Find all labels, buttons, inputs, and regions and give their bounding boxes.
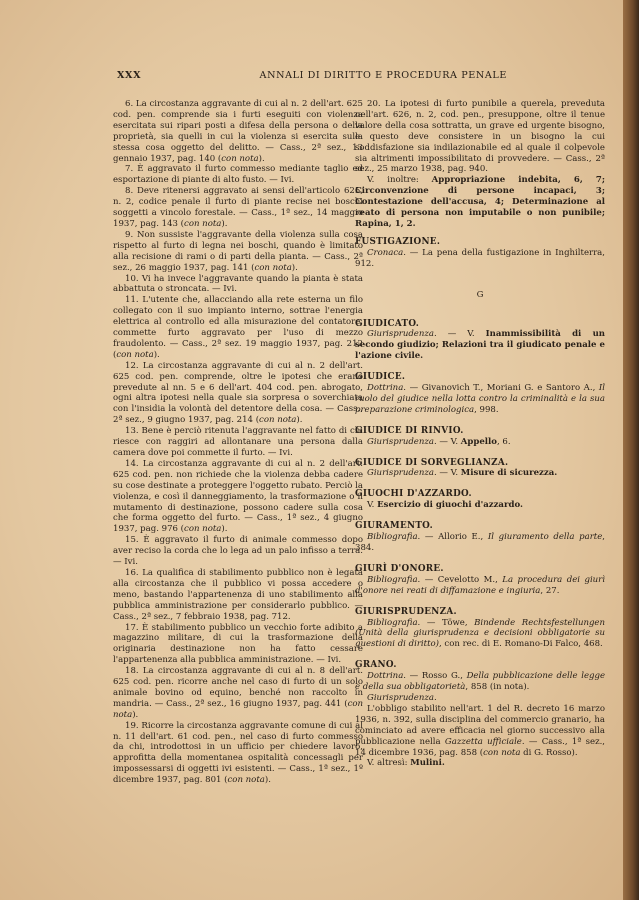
entry-giuochi-azzardo: V. Esercizio di giuochi d'azzardo. <box>367 500 523 511</box>
italic-text: con nota <box>259 415 297 426</box>
left-paragraph-19: 19. Ricorre la circostanza aggravante comune di cui al n. 11 dell'art. 61 cod. pen., nel caso di furto commesso da chi, introdottosi in un ufficio per chiedere lavoro, approfitta della momentanea ospitalità concessagli per impossessarsi di oggetti ivi esistenti. — Cass., 1ª sez., 1º dicembre 1937, pag. 801 (con nota). <box>113 720 363 786</box>
page-number: XXX <box>117 70 142 81</box>
italic-text: con nota <box>483 747 521 758</box>
italic-text: Cronaca. <box>367 247 406 258</box>
italic-text: con nota <box>221 153 259 164</box>
heading-giudice: GIUDICE. <box>355 372 406 383</box>
italic-text: con nota <box>254 262 292 273</box>
italic-text: Dottrina. <box>367 383 407 394</box>
italic-text: con nota <box>184 218 222 229</box>
italic-text: La procedura dei giurì d'onore nei reati di diffamazione e ingiuria <box>355 574 605 596</box>
italic-text: con nota <box>227 775 265 786</box>
entry-fustigazione: Cronaca. — La pena della fustigazione in Inghilterra, 912. <box>355 247 605 269</box>
italic-text: con nota <box>116 349 154 360</box>
entry-grano-giurisprudenza-label: Giurisprudenza. <box>367 692 437 703</box>
entry-giudice: Dottrina. — Givanovich T., Moriani G. e Santoro A., Il ruolo del giudice nella lotta contro la criminalità e la sua preparazione criminologica, 998. <box>355 383 605 415</box>
italic-text: Bindende Rechtsfestellungen (Unità della giurisprudenza e decisioni obbligatorie su questioni di diritto) <box>355 617 605 650</box>
left-paragraph-13: 13. Bene è perciò ritenuta l'aggravante nel fatto di chi riesce con raggiri ad allontanare una persona dalla camera dove poi commette il furto. — Ivi. <box>113 426 363 458</box>
entry-grano-dottrina: Dottrina. — Rosso G., Della pubblicazione delle legge e della sua obbligatorietà, 858 (in nota). <box>355 671 605 693</box>
left-paragraph-9: 9. Non sussiste l'aggravante della violenza sulla cosa rispetto al furto di legna nei boschi, quando è limitato alla recisione di rami o di parti della pianta. — Cass., 2ª sez., 26 maggio 1937, pag. 141 (con nota). <box>113 229 363 273</box>
left-paragraph-12: 12. La circostanza aggravante di cui al n. 2 dell'art. 625 cod. pen. comprende, oltre le ipotesi che erano prevedute al nn. 5 e 6 dell'art. 404 cod. pen. abrogato, ogni altra ipotesi nella quale sia sorpresa o soverchiata con l'insidia la volontà del detentore della cosa. — Cass., 2ª sez., 9 giugno 1937, pag. 214 (con nota). <box>113 360 363 426</box>
left-paragraph-8: 8. Deve ritenersi aggravato ai sensi dell'articolo 625, n. 2, codice penale il furto di piante recise nei boschi soggetti a vincolo forestale. — Cass., 1ª sez., 14 maggio 1937, pag. 143 (con nota). <box>113 186 363 229</box>
paragraph-20: 20. La ipotesi di furto punibile a querela, preveduta nell'art. 626, n. 2, cod. pen., presuppone, oltre il tenue valore della cosa sottratta, un grave ed urgente bisogno, e questo deve consistere in un bisogno la cui soddisfazione sia indilazionabile ed al quale il colpevole sia altrimenti impossibilitato di provvedere. — Cass., 2ª sez., 25 marzo 1938, pag. 940. <box>355 99 605 175</box>
heading-giudicato: GIUDICATO. <box>355 318 420 329</box>
entry-giudice-rinvio: Giurisprudenza. — V. Appello, 6. <box>367 436 511 447</box>
heading-grano: GRANO. <box>355 660 397 671</box>
italic-text: Dottrina. <box>367 671 407 682</box>
heading-giuochi-azzardo: GIUOCHI D'AZZARDO. <box>355 489 472 500</box>
italic-text: Bibliografia. <box>367 617 421 628</box>
bold-text: Appropriazione indebita, 6, 7; Circonvenzione di persone incapaci, 3; Contestazione dell'accusa, 4; Determinazione al reato di persona non imputabile o non punibile; Rapina, 1, 2. <box>355 175 606 229</box>
heading-giudice-sorveglianza: GIUDICE DI SORVEGLIANZA. <box>355 457 509 468</box>
left-paragraph-7: 7. È aggravato il furto commesso mediante taglio ed esportazione di piante di alto fusto. — Ivi. <box>113 164 363 186</box>
left-paragraph-14: 14. La circostanza aggravante di cui al n. 2 dell'art. 625 cod. pen. non richiede che la violenza debba cadere su cose destinate a proteggere l'oggetto rubato. Perciò la violenza, e così il danneggiamento, la trasformazione o il mutamento di destinazione, possono cadere sulla cosa che forma oggetto del furto. — Cass., 1ª sez., 4 giugno 1937, pag. 976 (con nota). <box>113 458 363 535</box>
entry-giuramento: Bibliografia. — Allorio E., Il giuramento della parte, 384. <box>355 532 605 553</box>
italic-text: Il ruolo del giudice nella lotta contro la criminalità e la sua preparazione criminologica <box>355 383 605 415</box>
binding-edge <box>623 0 639 900</box>
heading-giurisprudenza: GIURISPRUDENZA. <box>355 606 457 617</box>
entry-giudice-sorveglianza: Giurisprudenza. — V. Misure di sicurezza. <box>367 468 558 479</box>
italic-text: con nota <box>184 524 222 535</box>
italic-text: Giurisprudenza. <box>367 329 437 340</box>
italic-text: Giurisprudenza. <box>367 436 437 447</box>
bold-text: Mulini. <box>410 758 445 769</box>
left-paragraph-16: 16. La qualifica di stabilimento pubblico non è legata alla circostanza che il pubblico vi possa accedere o meno, bastando l'appartenenza di uno stabilimento alla pubblica amministrazione per considerarlo pubblico. — Cass., 2ª sez., 7 febbraio 1938, pag. 712. <box>113 567 363 622</box>
left-paragraph-17: 17. È stabilimento pubblico un vecchio forte adibito a magazzino militare, di cui la trasformazione della originaria destinazione non ha fatto cessare l'appartenenza alla pubblica amministrazione. — Ivi. <box>113 622 363 666</box>
italic-text: Bibliografia. <box>367 532 421 543</box>
heading-giuri-onore: GIURÌ D'ONORE. <box>355 563 444 574</box>
left-paragraph-18: 18. La circostanza aggravante di cui al n. 8 dell'art. 625 cod. pen. ricorre anche nel caso di furto di un solo animale bovino od equino, benché non raccolto in mandria. — Cass., 2ª sez., 16 giugno 1937, pag. 441 (con nota). <box>113 666 363 720</box>
italic-text: Della pubblicazione delle legge e della sua obbligatorietà <box>355 671 605 693</box>
see-also-paragraph: V. inoltre: Appropriazione indebita, 6, 7; Circonvenzione di persone incapaci, 3; Contestazione dell'accusa, 4; Determinazione al reato di persona non imputabile o non punibile; Rapina, 1, 2. <box>355 175 606 229</box>
italic-text: Giurisprudenza. <box>367 468 437 479</box>
bold-text: Appello <box>460 436 497 447</box>
right-column <box>355 99 605 769</box>
italic-text: con nota <box>113 698 363 720</box>
running-title: ANNALI DI DIRITTO E PROCEDURA PENALE <box>259 70 507 81</box>
entry-giudicato: Giurisprudenza. — V. Inammissibilità di un secondo giudizio; Relazioni tra il giudicato penale e l'azione civile. <box>355 329 605 362</box>
italic-text: Gazzetta ufficiale <box>444 736 522 747</box>
entry-giuri-onore: Bibliografia. — Cevelotto M., La procedura dei giurì d'onore nei reati di diffamazione e ingiuria, 27. <box>355 574 605 596</box>
bold-text: Inammissibilità di un secondo giudizio; Relazioni tra il giudicato penale e l'azione civile. <box>355 329 605 362</box>
section-letter: G <box>476 289 484 300</box>
heading-giudice-rinvio: GIUDICE DI RINVIO. <box>355 425 464 436</box>
left-column <box>113 99 363 786</box>
bold-text: Misure di sicurezza. <box>460 468 558 479</box>
italic-text: Il giuramento della parte <box>487 532 603 543</box>
left-paragraph-11: 11. L'utente che, allacciando alla rete esterna un filo collegato con il suo impianto interno, sottrae l'energia elettrica al controllo ed alla misurazione del contatore, commette furto aggravato per l'uso di mezzo fraudolento. — Cass., 2ª sez. 19 maggio 1937, pag. 212 (con nota). <box>113 295 363 360</box>
left-paragraph-15: 15. È aggravato il furto di animale commesso dopo aver reciso la corda che lo lega ad un palo infisso a terra. — Ivi. <box>113 535 363 568</box>
left-paragraph-10: 10. Vi ha invece l'aggravante quando la pianta è stata abbattuta o stroncata. — Ivi. <box>113 273 363 295</box>
left-paragraph-6: 6. La circostanza aggravante di cui al n. 2 dell'art. 625 cod. pen. comprende sia i furti eseguiti con violenza esercitata sui ripari posti a difesa della persona o della proprietà, sia quelli in cui la violenza si esercita sulla stessa cosa oggetto del delitto. — Cass., 2ª sez., 13 gennaio 1937, pag. 140 (con nota). <box>113 99 363 164</box>
entry-grano-paragraph: L'obbligo stabilito nell'art. 1 del R. decreto 16 marzo 1936, n. 392, sulla disciplina del commercio granario, ha cominciato ad avere efficacia nel giorno successivo alla pubblicazione nella Gazzetta ufficiale. — Cass., 1ª sez., 14 dicembre 1936, pag. 858 (con nota di G. Rosso). <box>355 703 606 758</box>
italic-text: Bibliografia. <box>367 574 421 585</box>
bold-text: Esercizio di giuochi d'azzardo. <box>377 500 523 511</box>
entry-giurisprudenza: Bibliografia. — Töwe, Bindende Rechtsfestellungen (Unità della giurisprudenza e decisioni obbligatorie su questioni di diritto), con rec. di E. Romano-Di Falco, 468. <box>355 617 605 650</box>
heading-giuramento: GIURAMENTO. <box>355 521 433 532</box>
running-header <box>117 70 507 81</box>
heading-fustigazione: FUSTIGAZIONE. <box>355 236 441 247</box>
entry-grano-see-also: V. altresì: Mulini. <box>367 758 445 769</box>
